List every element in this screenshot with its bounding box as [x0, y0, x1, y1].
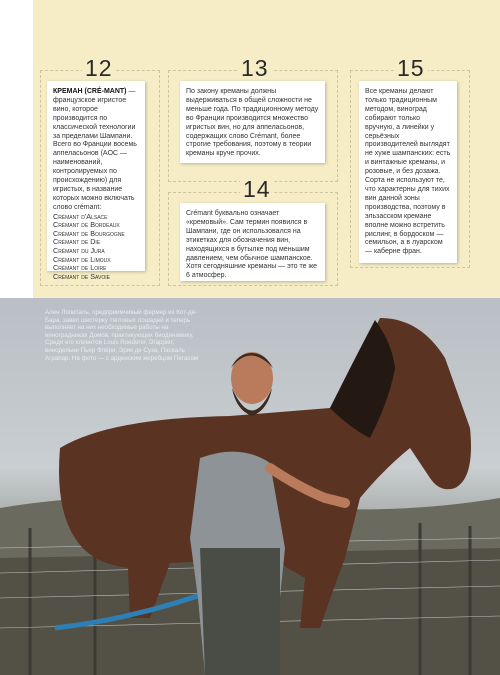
- appellation-item: Crémant de Limoux: [53, 254, 111, 264]
- section-number-13: 13: [238, 55, 272, 82]
- card-14-text: Crémant буквально означает «кремовый». Сам термин появился в Шампани, где он использовался на этикетках для обозначения вин, находящихся в бутылке под меньшим давлением, чем обычное шампанское. Хотя сегодняшние креманы — это те же 6 атмосфер.: [186, 210, 318, 280]
- card-15-text: Все креманы делают только традиционным методом, виноград собирают только вручную, а линейки у серьёзных производителей выглядят не хуже шампанских: есть и винтажные креманы, и розовые, и без дозажа. Сорта не используют те, что характерны для тихих вин данной зоны производства, поэтому в эльзасском кремане вполне можно встретить рислинг, в бордоском — семильон, а в луарском — каберне фран.: [365, 88, 451, 256]
- term-cremant: КРЕМАН (CRÉ-MANT): [53, 88, 127, 95]
- card-aging-rules: [180, 81, 325, 163]
- appellation-item: Crémant de Bordeaux: [53, 220, 120, 230]
- card-method: [359, 81, 457, 263]
- section-number-14: 14: [240, 176, 274, 203]
- info-section: [0, 0, 500, 298]
- appellation-item: Crémant de Loire: [53, 263, 107, 273]
- appellation-list: [53, 213, 139, 282]
- card-cremant-definition: [47, 81, 145, 281]
- appellation-item: Crémant de Savoie: [53, 271, 110, 281]
- section-number-15: 15: [394, 55, 428, 82]
- card-13-text: По закону креманы должны выдерживаться в общей сложности не меньше года. По традиционному методу во Франции производится множество игристых вин, но для аппеласьонов, содержащих слово Crémant, более строгие требования, поэтому в теории креманы круче прочих.: [186, 88, 319, 158]
- appellation-item: Crémant du Jura: [53, 246, 105, 256]
- farmer-trousers: [200, 548, 280, 675]
- appellation-item: Crémant de Die: [53, 237, 101, 247]
- card-12-text: — французское игристое вино, которое производится по классической технологии за пределами Шампани. Всего во Франции восемь аппеласьонов (AOC — наименований, контролируемых по происхождению) для игристых, в название которых можно включать слово crémant:: [53, 88, 137, 211]
- card-12-paragraph: [53, 88, 139, 213]
- photo-caption: Ален Лопиталь, предприимчивый фермер из Кот-де-Бара, завел шестерку тягловых лошадей и теперь выполняет на них необходимые работы на виноградниках Домов, практикующих биодинамику. Среди его клиентов Louis Roederer, Drappier, винодельни Пьер Флёри, Эрик де Суза, Паскаль Аграпар. На фото — с арденским жеребцом Пегасом: [45, 309, 199, 362]
- appellation-item: Crémant de Bourgogne: [53, 228, 125, 238]
- section-number-12: 12: [82, 55, 116, 82]
- appellation-item: Crémant d'Alsace: [53, 211, 108, 221]
- card-term-origin: [180, 203, 325, 281]
